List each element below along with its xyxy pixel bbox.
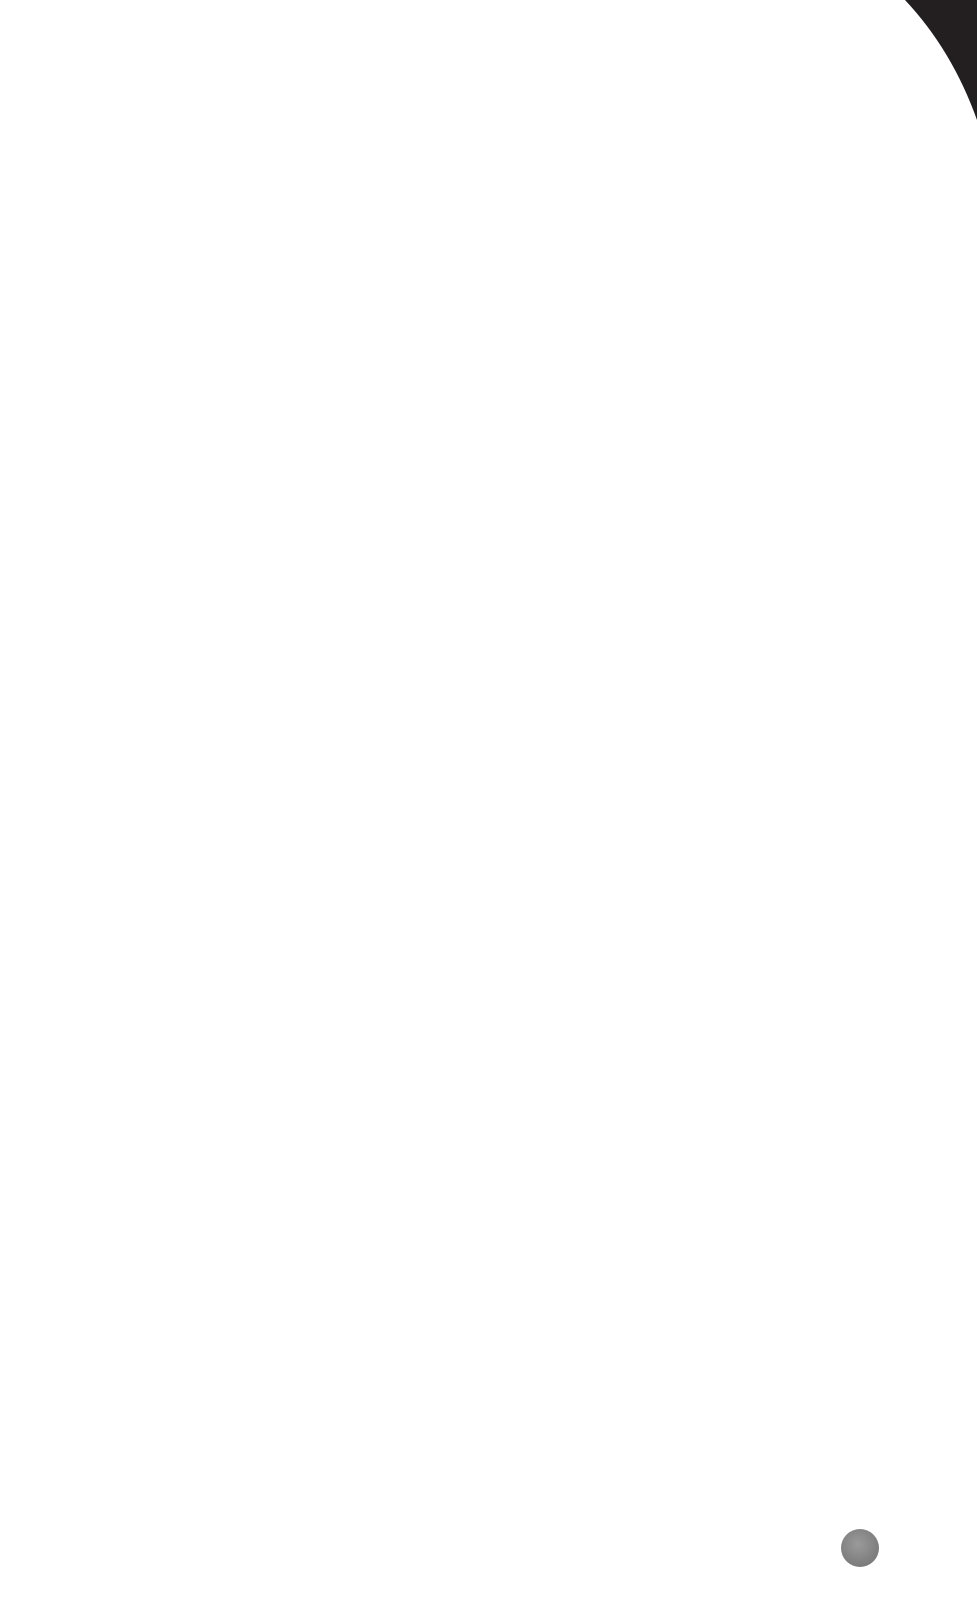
- corner-decoration: [857, 0, 977, 130]
- page-number-badge: [841, 1529, 879, 1567]
